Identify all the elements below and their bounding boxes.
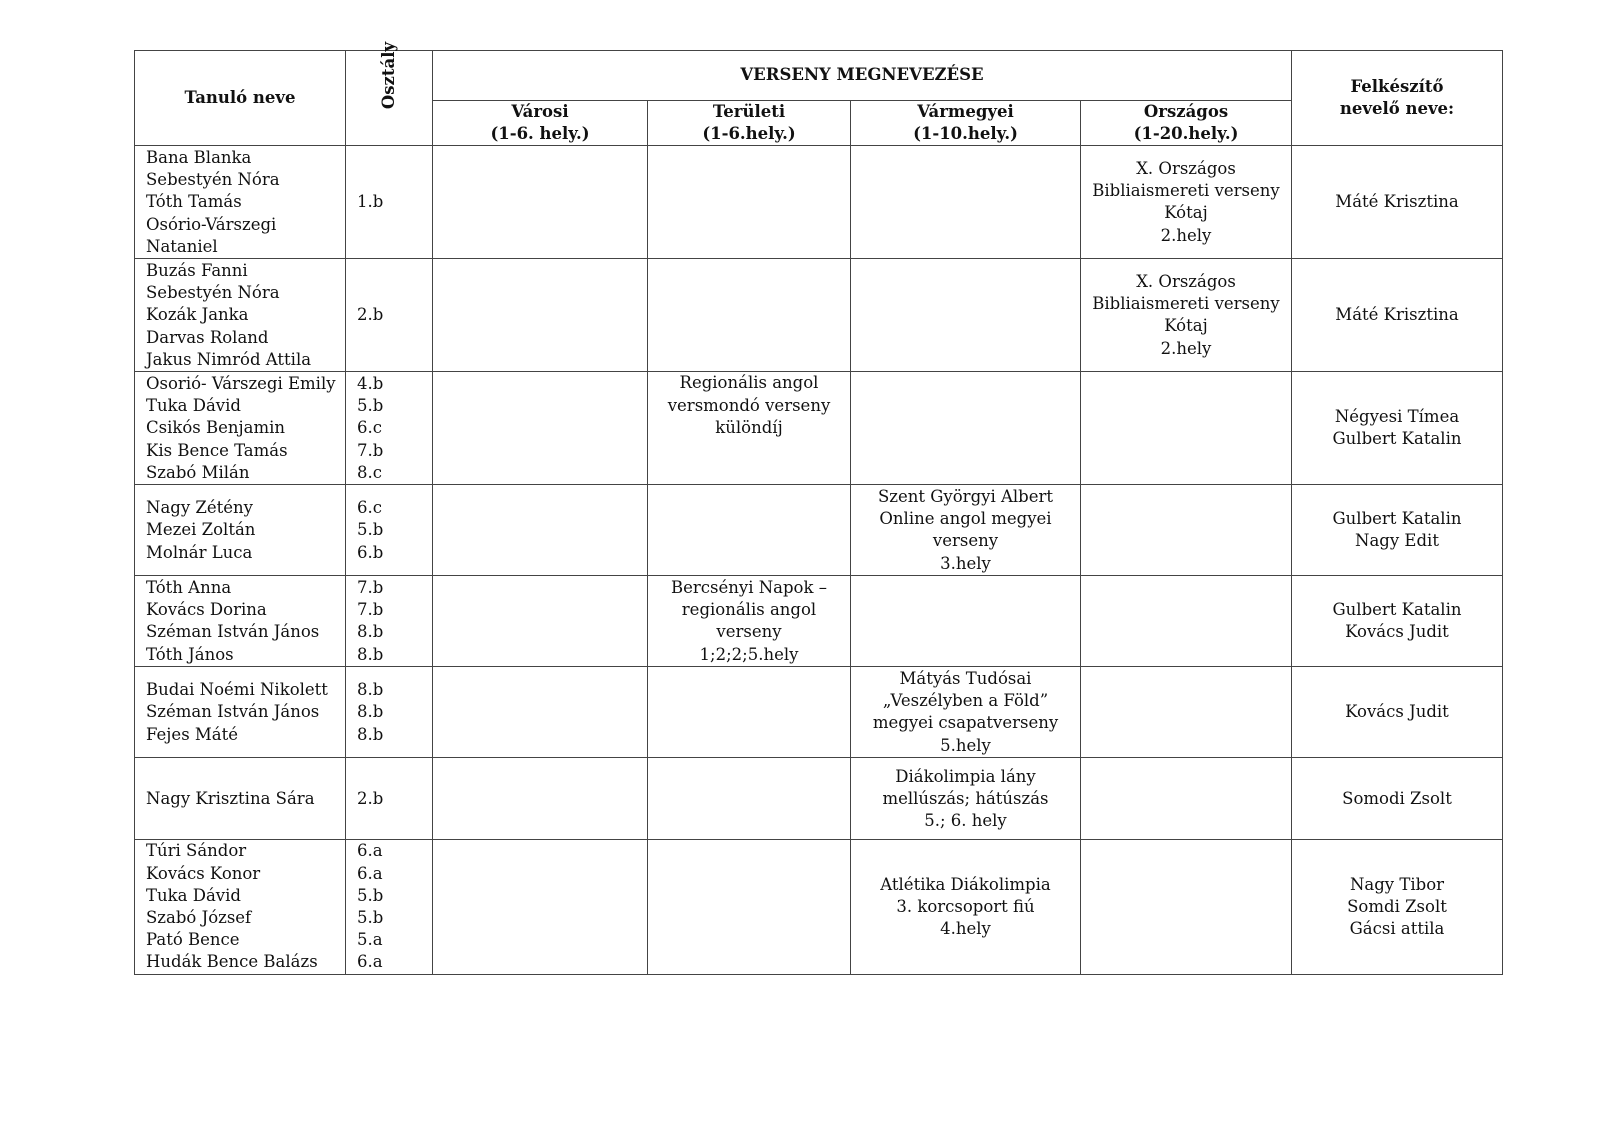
table-row bbox=[135, 259, 1503, 372]
result-varosi bbox=[433, 758, 648, 840]
result-teruleti bbox=[648, 667, 851, 758]
result-teruleti bbox=[648, 259, 851, 372]
teacher-header: Felkészítő nevelő neve: bbox=[1292, 51, 1503, 146]
teacher-names: Somodi Zsolt bbox=[1292, 758, 1503, 840]
competition-header: VERSENY MEGNEVEZÉSE bbox=[433, 51, 1292, 101]
result-teruleti bbox=[648, 485, 851, 576]
result-varosi bbox=[433, 372, 648, 485]
table-row bbox=[135, 667, 1503, 758]
result-orszagos bbox=[1081, 758, 1292, 840]
competition-results-table bbox=[134, 41, 1503, 975]
result-teruleti: Bercsényi Napok – regionális angol verseny 1;2;2;5.hely bbox=[648, 576, 851, 667]
result-varmegyei bbox=[851, 146, 1081, 259]
class-header bbox=[346, 41, 433, 146]
teacher-names: Nagy Tibor Somdi Zsolt Gácsi attila bbox=[1292, 840, 1503, 974]
level-header-varmegyei: Vármegyei (1-10.hely.) bbox=[851, 101, 1081, 146]
class-header-label: Osztály bbox=[378, 41, 398, 110]
table-row bbox=[135, 758, 1503, 840]
student-classes: 2.b bbox=[346, 259, 433, 372]
result-varosi bbox=[433, 146, 648, 259]
teacher-names: Gulbert Katalin Nagy Edit bbox=[1292, 485, 1503, 576]
student-name-header: Tanuló neve bbox=[135, 51, 346, 146]
result-varmegyei bbox=[851, 576, 1081, 667]
table-row bbox=[135, 485, 1503, 576]
student-classes: 1.b bbox=[346, 146, 433, 259]
result-orszagos bbox=[1081, 840, 1292, 974]
result-varosi bbox=[433, 667, 648, 758]
table-row bbox=[135, 576, 1503, 667]
table-row bbox=[135, 146, 1503, 259]
result-varmegyei: Diákolimpia lány mellúszás; hátúszás 5.; 6. hely bbox=[851, 758, 1081, 840]
result-varosi bbox=[433, 485, 648, 576]
result-varosi bbox=[433, 576, 648, 667]
result-teruleti bbox=[648, 840, 851, 974]
result-teruleti bbox=[648, 758, 851, 840]
student-classes: 2.b bbox=[346, 758, 433, 840]
table-row bbox=[135, 840, 1503, 974]
student-classes: 4.b 5.b 6.c 7.b 8.c bbox=[346, 372, 433, 485]
level-header-orszagos: Országos (1-20.hely.) bbox=[1081, 101, 1292, 146]
teacher-names: Máté Krisztina bbox=[1292, 259, 1503, 372]
result-orszagos: X. Országos Bibliaismereti verseny Kótaj 2.hely bbox=[1081, 259, 1292, 372]
table-row bbox=[135, 372, 1503, 485]
result-orszagos bbox=[1081, 576, 1292, 667]
result-orszagos bbox=[1081, 485, 1292, 576]
teacher-names: Gulbert Katalin Kovács Judit bbox=[1292, 576, 1503, 667]
student-classes: 8.b 8.b 8.b bbox=[346, 667, 433, 758]
teacher-names: Kovács Judit bbox=[1292, 667, 1503, 758]
result-teruleti bbox=[648, 146, 851, 259]
student-classes: 7.b 7.b 8.b 8.b bbox=[346, 576, 433, 667]
result-varmegyei: Szent Györgyi Albert Online angol megyei verseny 3.hely bbox=[851, 485, 1081, 576]
result-varosi bbox=[433, 259, 648, 372]
teacher-names: Máté Krisztina bbox=[1292, 146, 1503, 259]
student-names: Nagy Zétény Mezei Zoltán Molnár Luca bbox=[135, 485, 346, 576]
result-orszagos: X. Országos Bibliaismereti verseny Kótaj 2.hely bbox=[1081, 146, 1292, 259]
header-row bbox=[135, 51, 1503, 101]
student-classes: 6.c 5.b 6.b bbox=[346, 485, 433, 576]
result-varmegyei: Mátyás Tudósai „Veszélyben a Föld” megyei csapatverseny 5.hely bbox=[851, 667, 1081, 758]
result-varosi bbox=[433, 840, 648, 974]
result-varmegyei: Atlétika Diákolimpia 3. korcsoport fiú 4.hely bbox=[851, 840, 1081, 974]
result-varmegyei bbox=[851, 259, 1081, 372]
student-classes: 6.a 6.a 5.b 5.b 5.a 6.a bbox=[346, 840, 433, 974]
result-orszagos bbox=[1081, 667, 1292, 758]
results-document bbox=[134, 41, 1503, 975]
student-names: Bana Blanka Sebestyén Nóra Tóth Tamás Osório-Várszegi Nataniel bbox=[135, 146, 346, 259]
result-orszagos bbox=[1081, 372, 1292, 485]
student-names: Tóth Anna Kovács Dorina Széman István János Tóth János bbox=[135, 576, 346, 667]
result-varmegyei bbox=[851, 372, 1081, 485]
result-teruleti: Regionális angol versmondó verseny különdíj bbox=[648, 372, 851, 485]
student-names: Osorió- Várszegi Emily Tuka Dávid Csikós Benjamin Kis Bence Tamás Szabó Milán bbox=[135, 372, 346, 485]
level-header-teruleti: Területi (1-6.hely.) bbox=[648, 101, 851, 146]
student-names: Budai Noémi Nikolett Széman István János Fejes Máté bbox=[135, 667, 346, 758]
student-names: Túri Sándor Kovács Konor Tuka Dávid Szabó József Pató Bence Hudák Bence Balázs bbox=[135, 840, 346, 974]
teacher-names: Négyesi Tímea Gulbert Katalin bbox=[1292, 372, 1503, 485]
student-names: Nagy Krisztina Sára bbox=[135, 758, 346, 840]
student-names: Buzás Fanni Sebestyén Nóra Kozák Janka Darvas Roland Jakus Nimród Attila bbox=[135, 259, 346, 372]
level-header-varosi: Városi (1-6. hely.) bbox=[433, 101, 648, 146]
